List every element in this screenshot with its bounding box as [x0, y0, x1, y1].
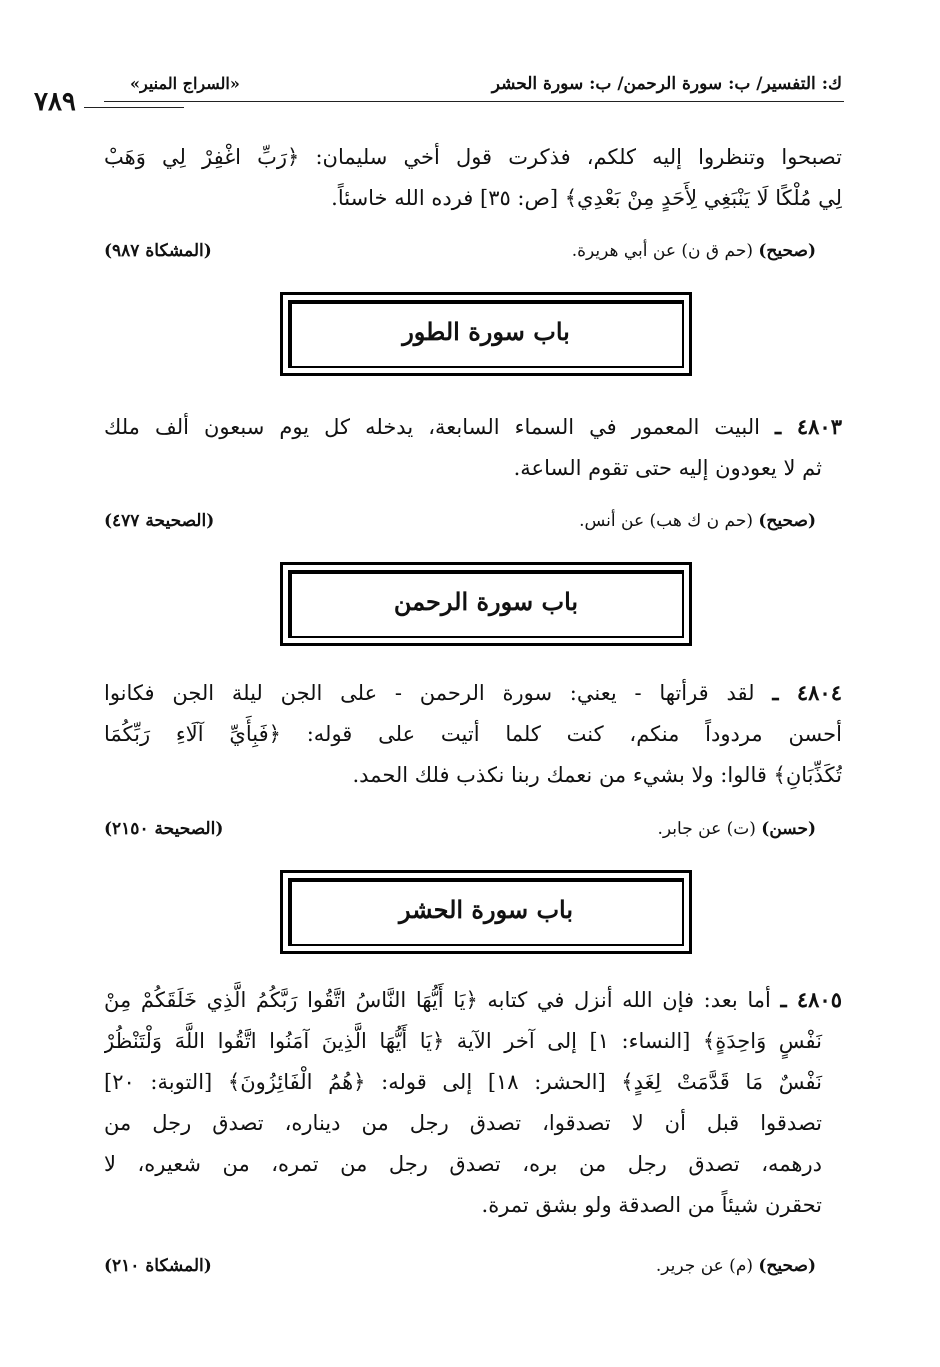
text-line: تصبحوا وتنظروا إليه كلكم، فذكرت قول أخي سليمان: ﴿رَبِّ اغْفِرْ لِي وَهَبْ [104, 145, 842, 169]
hadith-number: ٤٨٠٤ ـ [772, 680, 842, 705]
hadith-text: أما بعد: فإن الله أنزل في كتابه ﴿يَا أَيُّهَا النَّاسُ اتَّقُوا رَبَّكُمُ الَّذِي خَلَقَكُمْ مِنْ [104, 988, 771, 1012]
chapter-heading-box [280, 292, 692, 376]
chapter-title: باب سورة الرحمن [393, 587, 579, 616]
text-line [104, 672, 842, 714]
grade-text [572, 241, 816, 261]
text-line: نَفْسٌ مَا قَدَّمَتْ لِغَدٍ﴾ [الحشر: ١٨] إلى قوله: ﴿هُمُ الْفَائِزُونَ﴾ [التوبة: ٢٠] [104, 1070, 822, 1094]
grade-row [104, 241, 816, 267]
text-line: أحسن مردوداً منكم، كنت كلما أتيت على قوله: ﴿فَبِأَيِّ آلَاءِ رَبِّكُمَا [104, 722, 842, 746]
hadith-text: البيت المعمور في السماء السابعة، يدخله كل يوم سبعون ألف ملك [104, 415, 760, 439]
chapter-heading-box [280, 870, 692, 954]
header-divider-short [84, 107, 184, 108]
source-text: (ت) عن جابر. [657, 819, 756, 839]
reference-text: (الصحيحة ٤٧٧) [104, 511, 215, 531]
chapter-heading-box [280, 562, 692, 646]
book-title: «السراج المنير» [130, 74, 240, 93]
hadith-text: لقد قرأتها - يعني: سورة الرحمن - على الجن ليلة الجن فكانوا [104, 681, 755, 705]
header-divider [104, 101, 844, 102]
grade-label: (صحيح) [758, 511, 816, 531]
text-line: ثم لا يعودون إليه حتى تقوم الساعة. [513, 456, 822, 480]
intro-paragraph [104, 137, 842, 219]
text-line: نَفْسٍ وَاحِدَةٍ﴾ [النساء: ١] إلى آخر الآية ﴿يَا أَيُّهَا الَّذِينَ آمَنُوا اتَّقُوا اللَّهَ وَلْتَنْظُرْ [104, 1029, 823, 1053]
running-header [100, 70, 842, 100]
grade-row [104, 511, 816, 537]
grade-row [104, 819, 816, 845]
chapter-title: باب سورة الحشر [398, 895, 574, 924]
source-text: (حم ق ن) عن أبي هريرة. [571, 241, 753, 261]
reference-text: (الصحيحة ٢١٥٠) [104, 819, 224, 839]
chapter-path: ك: التفسير/ ب: سورة الرحمن/ ب: سورة الحشر [491, 74, 842, 94]
reference-text: (المشكاة ٩٨٧) [104, 241, 212, 261]
hadith-number: ٤٨٠٥ ـ [780, 987, 842, 1012]
hadith-4804 [104, 672, 842, 796]
hadith-4803 [104, 406, 842, 489]
text-line: درهمه، تصدق رجل من بره، تصدق رجل من تمره، من شعيره، لا [104, 1152, 822, 1176]
text-line: لِي مُلْكًا لَا يَنْبَغِي لِأَحَدٍ مِنْ بَعْدِي﴾ [ص: ٣٥] فرده الله خاسئاً. [331, 186, 842, 210]
text-line: تُكَذِّبَانِ﴾ قالوا: ولا بشيء من نعمك ربنا نكذب فلك الحمد. [352, 763, 842, 787]
hadith-4805 [104, 979, 842, 1226]
text-line: تصدقوا قبل أن لا تصدقوا، تصدق رجل من ديناره، تصدق رجل من [104, 1111, 822, 1135]
grade-row [104, 1256, 816, 1282]
text-line: تحقرن شيئاً من الصدقة ولو بشق تمرة. [481, 1193, 822, 1217]
grade-label: (صحيح) [758, 1256, 816, 1276]
source-text: (م) عن جرير. [655, 1256, 753, 1276]
reference-text: (المشكاة ٢١٠) [104, 1256, 212, 1276]
chapter-title: باب سورة الطور [402, 317, 570, 346]
grade-text [656, 1256, 816, 1276]
grade-text [579, 511, 816, 531]
hadith-number: ٤٨٠٣ ـ [775, 414, 842, 439]
source-text: (حم ن ك هب) عن أنس. [579, 511, 753, 531]
grade-label: (حسن) [761, 819, 816, 839]
grade-text [658, 819, 816, 839]
text-line [104, 979, 842, 1021]
grade-label: (صحيح) [758, 241, 816, 261]
text-line [104, 406, 842, 448]
page-number: ٧٨٩ [34, 87, 76, 117]
